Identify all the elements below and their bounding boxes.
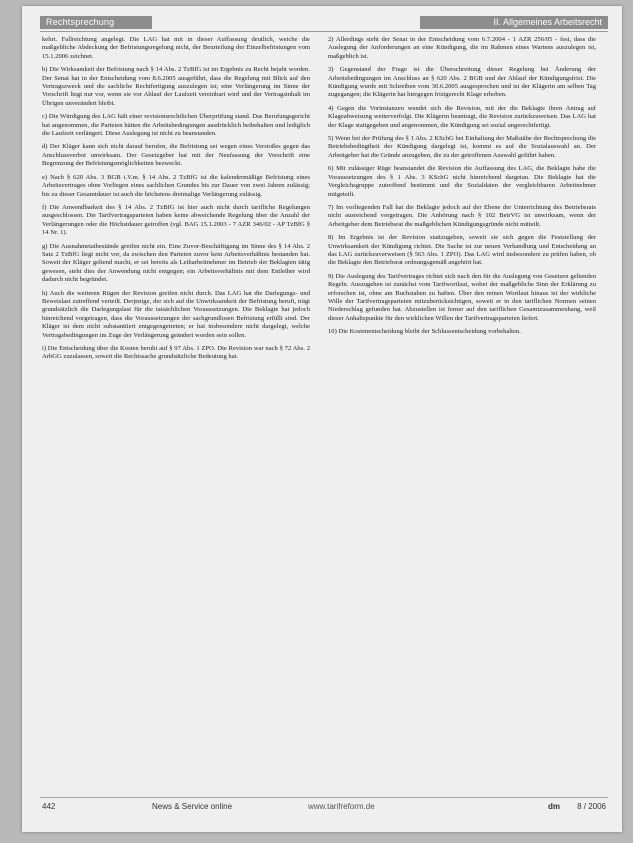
paragraph: g) Die Ausnahmetatbestände greifen nicht ein. Eine Zuvor-Beschäftigung im Sinne des § 14 Abs. 2 Satz 2 TzBfG liegt nicht vor, da zwischen den Parteien zuvor kein Arbeitsverhältnis bestanden hat. Soweit der Kläger geltend macht, er sei bereits als Leiharbeitnehmer im Betrieb der Beklagten tätig gewesen, steht dies der Anwendung nicht entgegen; ein Arbeitsverhältnis mit dem Entleiher wird dadurch nicht begründet. [42,242,310,284]
paragraph: e) Nach § 620 Abs. 3 BGB i.V.m. § 14 Abs. 2 TzBfG ist die kalendermäßige Befristung eines Arbeitsvertrages ohne Vorliegen eines sachlichen Grundes bis zur Dauer von zwei Jahren zulässig; bis zu dieser Gesamtdauer ist auch die höchstens dreimalige Verlängerung zulässig. [42,173,310,198]
footer-url-link[interactable]: www.tarifreform.de [308,802,375,811]
paragraph: 4) Gegen die Vorinstanzen wendet sich die Revision, mit der die Beklagte ihren Antrag auf Klageabweisung weiterverfolgt. Die Klägerin beantragt, die Revision zurückzuweisen. Das LAG hat der Klage stattgegeben und angenommen, die Kündigung sei sozial ungerechtfertigt. [328,104,596,129]
section-label-left: Rechtsprechung [40,16,152,29]
footer-publisher: News & Service online [152,802,233,811]
footer-brand-logo: dm [548,802,560,811]
document-page [22,6,622,832]
paragraph: 10) Die Kostenentscheidung bleibt der Schlussentscheidung vorbehalten. [328,328,521,336]
paragraph: kehrt. Fallreichtung angelegt. Die LAG hat mit in dieser Auffassung deutlich, weiche die maßgebliche Abdeckung der Befristungsregelung nicht, der Beurteilung der Einzelbefristungen vom 15.1.2006 zeichnet. [42,36,310,60]
section-label-right: II. Allgemeines Arbeitsrecht [420,16,608,29]
paragraph: f) Die Anwendbarkeit des § 14 Abs. 2 TzBfG ist hier auch nicht durch tarifliche Regelungen ausgeschlossen. Die Tarifvertragsparteien haben keine abweichende Regelung über die Anzahl der Verlängerungen oder die Höchstdauer getroffen (vgl. BAG 15.1.2003 - 7 AZR 346/02 - AP TzBfG § 14 Nr. 1). [42,203,310,237]
paragraph: c) Die Würdigung des LAG hält einer revisionsrechtlichen Überprüfung stand. Das Berufungsgericht hat angenommen, die Parteien hätten die Arbeitsbedingungen ausdrücklich beibehalten und lediglich die Laufzeit verlängert. Diese Auslegung ist nicht zu beanstanden. [42,113,310,138]
paragraph: 9) Die Auslegung des Tarifvertrages richtet sich nach den für die Auslegung von Gesetzen geltenden Regeln. Auszugehen ist zunächst vom Tarifwortlaut, wobei der maßgebliche Sinn der Erklärung zu erforschen ist, ohne am Buchstaben zu haften. Über den reinen Wortlaut hinaus ist der wirkliche Wille der Tarifvertragsparteien mitzuberücksichtigen, soweit er in den tariflichen Normen seinen Niederschlag gefunden hat. Abzustellen ist ferner auf den tariflichen Gesamtzusammenhang, weil dieser Anhaltspunkte für den wirklichen Willen der Tarifvertragsparteien liefert. [328,272,596,322]
header-divider [40,31,608,32]
page-footer [40,797,608,812]
text-column-right [328,36,596,798]
paragraph: 5) Wenn bei der Prüfung des § 1 Abs. 2 KSchG bei Einhaltung der Maßstäbe der Rechtsprechung die Betriebsbedingtheit der Kündigung dargelegt ist, kommt es auf die Sozialauswahl an. Der Arbeitgeber hat die Gründe anzugeben, die zu der getroffenen Auswahl geführt haben. [328,135,596,159]
paragraph: 6) Mit zulässiger Rüge beanstandet die Revision die Auffassung des LAG, die Beklagte habe die Voraussetzungen des § 1 Abs. 3 KSchG nicht hinreichend dargetan. Die Beklagte hat die Vergleichsgruppe zutreffend bestimmt und die Sozialdaten der vergleichbaren Arbeitnehmer mitgeteilt. [328,165,596,198]
issue-number: 8 / 2006 [577,802,606,811]
paragraph: 8) Im Ergebnis ist der Revision stattzugeben, soweit sie sich gegen die Feststellung der Unwirksamkeit der Kündigung richtet. Die Sache ist zur neuen Verhandlung und Entscheidung an das LAG zurückzuverweisen (§ 563 Abs. 1 ZPO). Das LAG wird insbesondere zu prüfen haben, ob die Beklagte den Betriebsrat ordnungsgemäß angehört hat. [328,234,596,267]
paragraph: 3) Gegenstand der Frage ist die Überschreitung dieser Regelung bei Änderung der Arbeitsbedingungen im Anschluss an § 620 Abs. 2 BGB und der Ablauf der Kündigungsfrist. Die Kündigung wurde mit Schreiben vom 30.6.2005 ausgesprochen und ist der Klägerin am selben Tag zugegangen; die Klägerin hat hiergegen fristgerecht Klage erhoben. [328,66,596,99]
paragraph: b) Die Wirksamkeit der Befristung nach § 14 Abs. 2 TzBfG ist im Ergebnis zu Recht bejaht worden. Der Senat hat in der Entscheidung vom 8.6.2005 ausgeführt, dass die Regelung mit Blick auf den Vertragszweck und die sachliche Rechtfertigung auszulegen ist; eine Verlängerung im Sinne der Vorschrift liegt nur vor, wenn sie vor Ablauf der Laufzeit vereinbart wird und der Vertragsinhalt im Übrigen unverändert bleibt. [42,66,310,107]
paragraph: i) Die Entscheidung über die Kosten beruht auf § 97 Abs. 1 ZPO. Die Revision war nach § 72 Abs. 2 ArbGG zuzulassen, soweit die Rechtssache grundsätzliche Bedeutung hat. [42,345,310,361]
paragraph: 7) Im vorliegenden Fall hat die Beklagte jedoch auf der Ebene der Unterrichtung des Betriebsrats nicht ausreichend vorgetragen. Die Anhörung nach § 102 BetrVG ist unwirksam, wenn der Arbeitgeber dem Betriebsrat die maßgeblichen Kündigungsgründe nicht mitteilt. [328,203,596,228]
text-column-left [42,36,310,798]
paragraph: 2) Allerdings steht der Senat in der Entscheidung vom 6.7.2004 - 1 AZR 256/05 - fest, dass die Auslegung der Anforderungen an eine Kündigung, die im Rahmen eines Wartens auszulegen ist, maßgeblich ist. [328,36,596,60]
page-number: 442 [42,802,56,811]
paragraph: h) Auch die weiteren Rügen der Revision greifen nicht durch. Das LAG hat die Darlegungs- und Beweislast zutreffend verteilt. Derjenige, der sich auf die Unwirksamkeit der Befristung beruft, trägt grundsätzlich die Darlegungslast für die tatsächlichen Voraussetzungen. Die Beklagte hat jedoch hinreichend vorgetragen, dass die Voraussetzungen der sachgrundlosen Befristung erfüllt sind. Der Kläger ist dem nicht substantiiert entgegengetreten; er hat insbesondere nicht dargelegt, welche Vertragsbedingungen im Zuge der Verlängerung geändert worden sein sollen. [42,289,310,339]
paragraph: d) Der Kläger kann sich nicht darauf berufen, die Befristung sei wegen eines Verstoßes gegen das Anschlussverbot unwirksam. Der Gesetzgeber hat mit der Neufassung der Vorschrift eine Begrenzung der Befristungsmöglichkeiten bezweckt. [42,143,310,168]
